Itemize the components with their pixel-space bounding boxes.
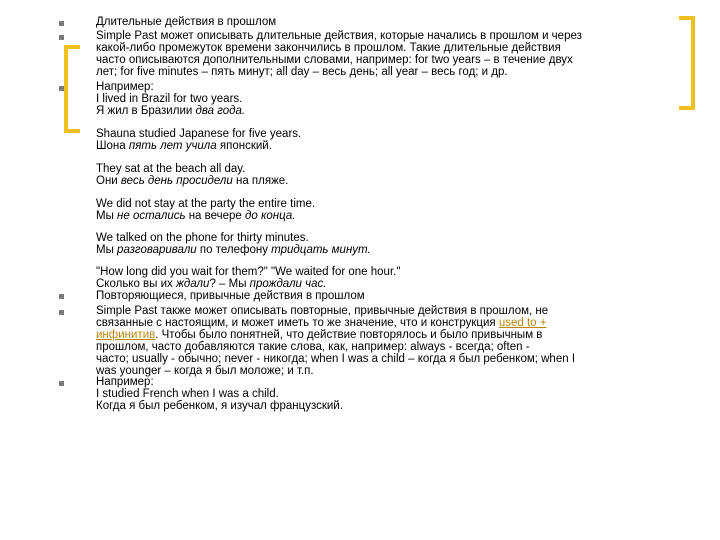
example-english: "How long did you wait for them?" "We waited for one hour.": [96, 266, 401, 278]
definition-line: Simple Past может описывать длительные действия, которые начались в прошлом и через: [96, 30, 582, 42]
bullet-marker: [59, 21, 64, 26]
used-to-infinitive-link[interactable]: used to +: [498, 317, 547, 329]
example-translation: Когда я был ребенком, я изучал французский.: [96, 400, 343, 412]
example-translation: Мы разговаривали по телефону тридцать минут.: [96, 244, 371, 256]
example-english: Shauna studied Japanese for five years.: [96, 128, 302, 140]
example-translation: Я жил в Бразилии два года.: [96, 105, 246, 117]
bullet-marker: [59, 294, 64, 299]
definition-line: какой-либо промежуток времени закончились в прошлом. Такие длительные действия: [96, 42, 561, 54]
example-english: We did not stay at the party the entire time.: [96, 198, 316, 210]
example-translation: Сколько вы их ждали? – Мы прождали час.: [96, 278, 327, 290]
used-to-infinitive-link[interactable]: инфинитив: [96, 329, 156, 341]
section-heading-habitual: Повторяющиеся, привычные действия в прошлом: [96, 290, 365, 302]
definition-line: лет; for five minutes – пять минут; all day – весь день; all year – весь год; и др.: [96, 66, 508, 78]
bullet-marker: [59, 310, 64, 315]
definition-line: was younger – когда я был моложе; и т.п.: [96, 365, 314, 377]
example-label: Например:: [96, 376, 154, 388]
definition-line: инфинитив. Чтобы было понятней, что действие повторялось и было привычным в: [96, 329, 543, 341]
section-heading-durative: Длительные действия в прошлом: [96, 16, 277, 28]
example-translation: Шона пять лет учила японский.: [96, 140, 272, 152]
example-english: We talked on the phone for thirty minutes.: [96, 232, 309, 244]
right-bracket-decoration: [679, 16, 695, 110]
definition-line: часто описываются дополнительными словами, например: for two years – в течение двух: [96, 54, 573, 66]
example-english: I lived in Brazil for two years.: [96, 93, 243, 105]
definition-line: прошлом, часто добавляются такие слова, как, например: always - всегда; often -: [96, 341, 530, 353]
definition-line: часто; usually - обычно; never - никогда; when I was a child – когда я был ребенком; when I: [96, 353, 576, 365]
example-translation: Мы не остались на вечере до конца.: [96, 210, 296, 222]
bullet-marker: [59, 381, 64, 386]
example-english: I studied French when I was a child.: [96, 388, 279, 400]
example-label: Например:: [96, 81, 154, 93]
example-english: They sat at the beach all day.: [96, 163, 246, 175]
example-translation: Они весь день просидели на пляже.: [96, 175, 289, 187]
definition-line: связанные с настоящим, и может иметь то же значение, что и конструкция used to +: [96, 317, 547, 329]
left-bracket-decoration: [64, 45, 80, 133]
bullet-marker: [59, 86, 64, 91]
bullet-marker: [59, 35, 64, 40]
definition-line: Simple Past также может описывать повторные, привычные действия в прошлом, не: [96, 305, 549, 317]
